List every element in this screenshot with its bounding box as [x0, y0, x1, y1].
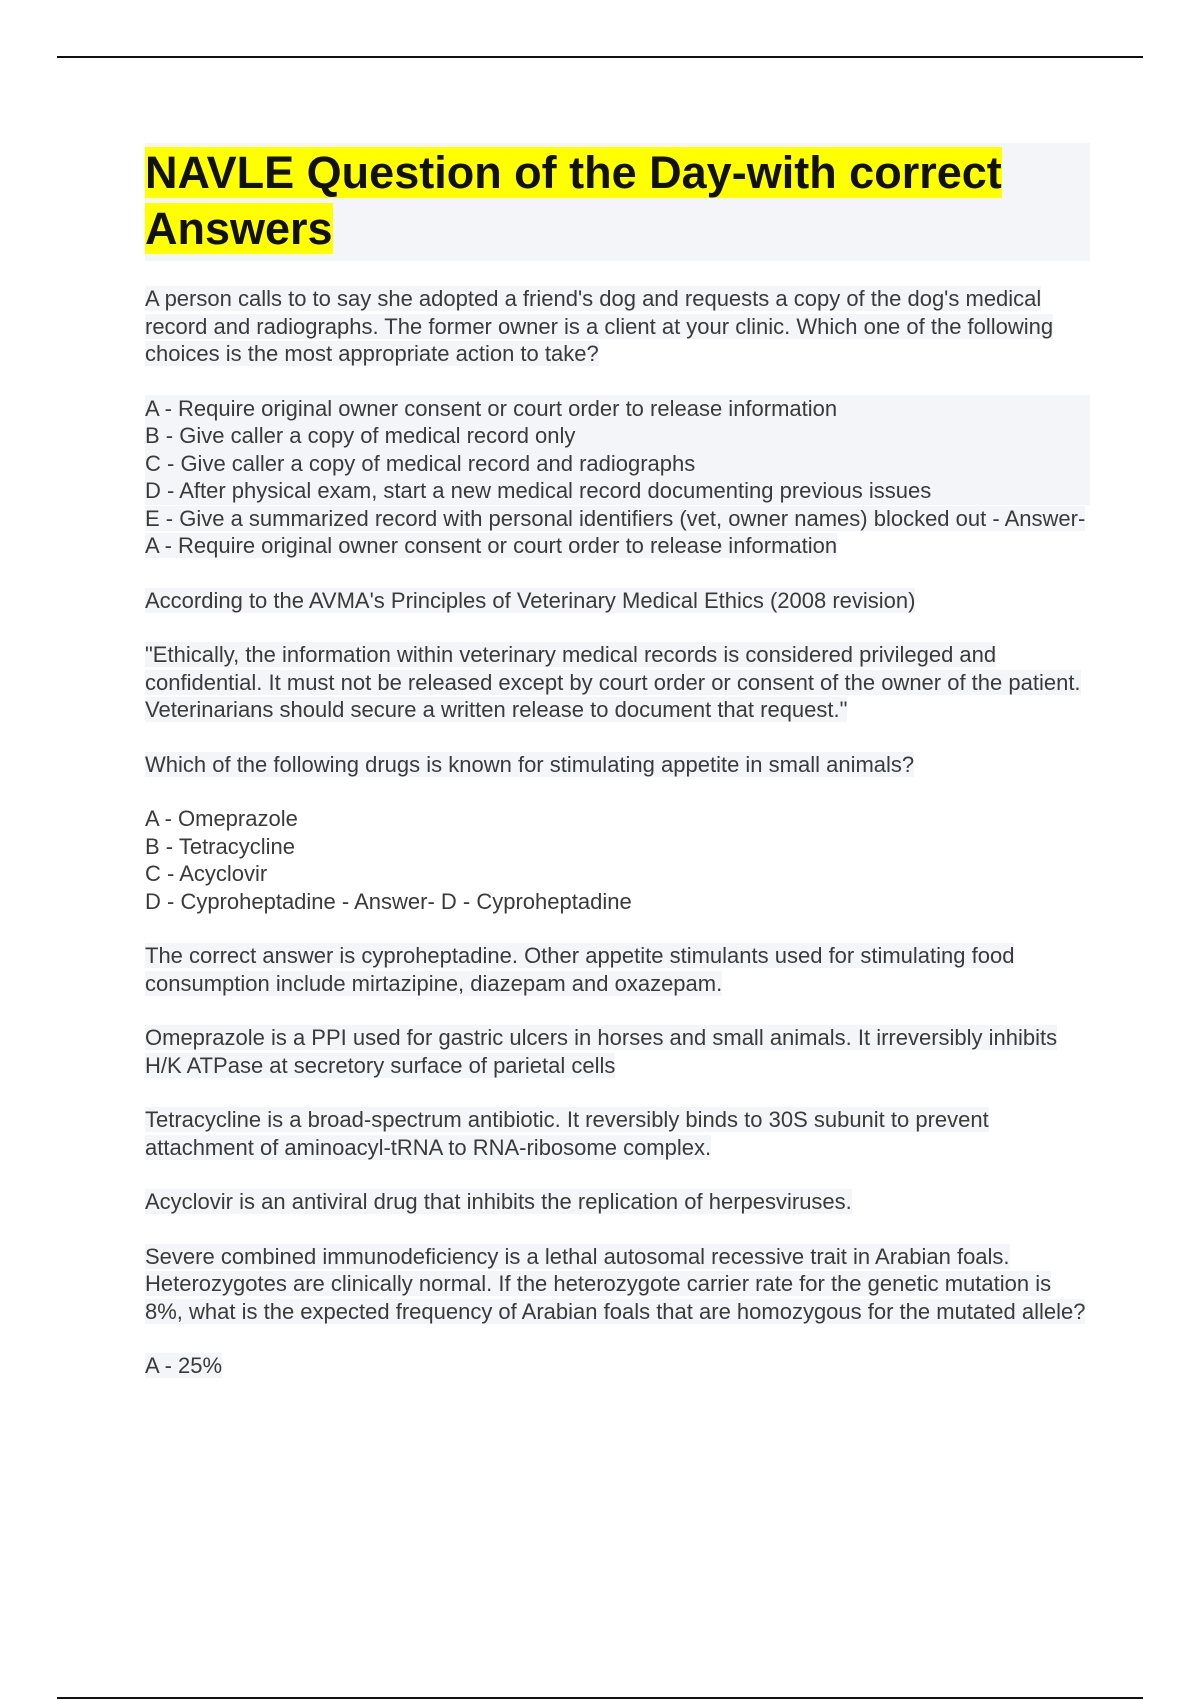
q2-explanation-tetracycline: Tetracycline is a broad-spectrum antibiotic. It reversibly binds to 30S subunit to prevent attachment of aminoacyl-tRNA to RNA-ribosome complex.	[145, 1107, 989, 1160]
q1-option-b: B - Give caller a copy of medical record only	[145, 422, 1090, 450]
q2-explanation-cyproheptadine: The correct answer is cyproheptadine. Other appetite stimulants used for stimulating food consumption include mirtazipine, diazepam and oxazepam.	[145, 943, 1015, 996]
q3-option-a: A - 25%	[145, 1353, 223, 1378]
q1-quote: "Ethically, the information within veterinary medical records is considered privileged and confidential. It must not be released except by court order or consent of the owner of the patient. Veterinarians should secure a written release to document that request."	[145, 642, 1081, 722]
q2-option-b: B - Tetracycline	[145, 833, 295, 859]
q1-reference: According to the AVMA's Principles of Veterinary Medical Ethics (2008 revision)	[145, 587, 916, 613]
q1-option-e: E - Give a summarized record with personal identifiers (vet, owner names) blocked out - Answer- A - Require original owner consent or court order to release information	[145, 505, 1086, 558]
q2-options	[145, 805, 1090, 915]
q2-explanation-acyclovir: Acyclovir is an antiviral drug that inhibits the replication of herpesviruses.	[145, 1189, 852, 1214]
page-title-text: NAVLE Question of the Day-with correct Answers	[145, 147, 1002, 254]
q2-option-c: C - Acyclovir	[145, 861, 268, 886]
q2-option-a: A - Omeprazole	[145, 806, 298, 831]
q1-question: A person calls to to say she adopted a friend's dog and requests a copy of the dog's medical record and radiographs. The former owner is a client at your clinic. Which one of the following choices is the most appropriate action to take?	[145, 286, 1054, 366]
q3-question: Severe combined immunodeficiency is a lethal autosomal recessive trait in Arabian foals. Heterozygotes are clinically normal. If the heterozygote carrier rate for the genetic mutation is 8%, what is the expected frequency of Arabian foals that are homozygous for the mutated allele?	[145, 1243, 1086, 1324]
q1-option-d: D - After physical exam, start a new medical record documenting previous issues	[145, 477, 1090, 505]
q2-explanation-omeprazole: Omeprazole is a PPI used for gastric ulcers in horses and small animals. It irreversibly inhibits H/K ATPase at secretory surface of parietal cells	[145, 1025, 1058, 1078]
document-body	[145, 143, 1090, 1407]
q2-question: Which of the following drugs is known for stimulating appetite in small animals?	[145, 751, 915, 777]
top-rule	[57, 56, 1143, 58]
title-block	[145, 143, 1090, 261]
q1-option-c: C - Give caller a copy of medical record and radiographs	[145, 450, 1090, 478]
q1-option-a: A - Require original owner consent or court order to release information	[145, 395, 1090, 423]
q2-option-d: D - Cyproheptadine - Answer- D - Cyproheptadine	[145, 888, 632, 914]
q1-options	[145, 395, 1090, 560]
q3-options	[145, 1352, 1090, 1380]
page-title	[145, 145, 1090, 257]
bottom-rule	[57, 1697, 1143, 1699]
